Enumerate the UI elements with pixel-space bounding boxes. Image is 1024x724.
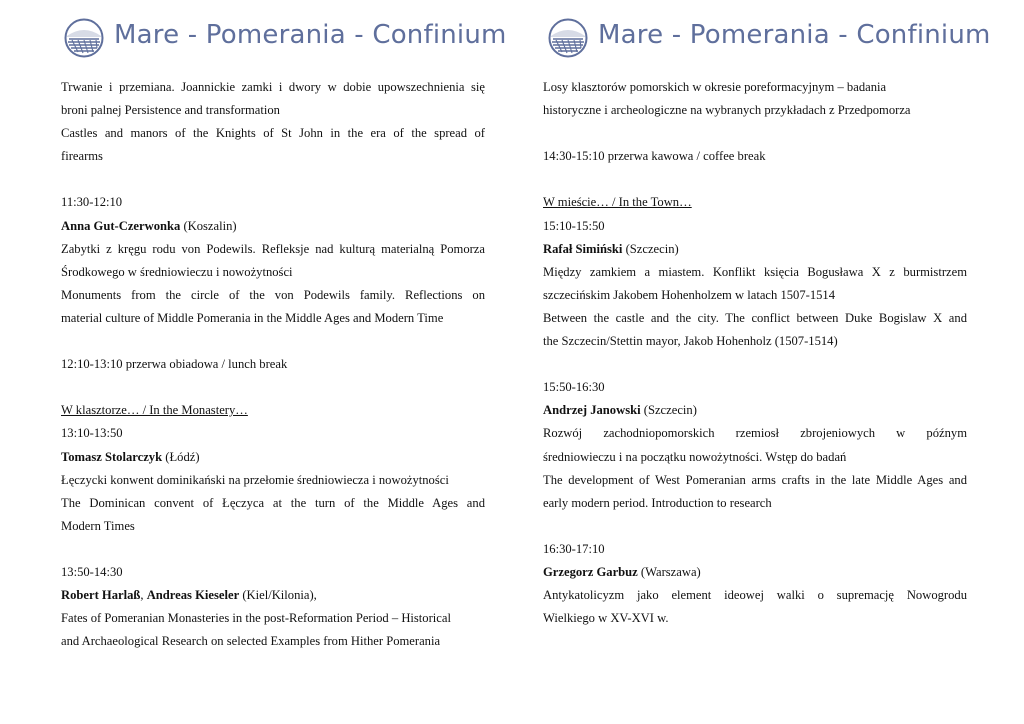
abstract-line: and Archaeological Research on selected Examples from Hither Pomerania bbox=[61, 634, 441, 649]
abstract-line: Losy klasztorów pomorskich w okresie poreformacyjnym – badania bbox=[543, 80, 887, 94]
section-heading-text: W mieście… / In the Town… bbox=[543, 195, 692, 210]
header-title: Mare - Pomerania - Confinium bbox=[598, 20, 991, 50]
section-heading-text: W klasztorze… / In the Monastery… bbox=[61, 403, 248, 418]
speaker-city: (Szczecin) bbox=[640, 403, 697, 418]
session-time: 16:30-17:10 bbox=[543, 541, 605, 556]
speaker-line bbox=[61, 215, 485, 238]
mare-pomerania-logo-icon bbox=[548, 18, 588, 58]
abstract-line: early modern period. Introduction to research bbox=[543, 495, 772, 510]
right-page bbox=[512, 0, 1024, 724]
abstract-line: Łęczycki konwent dominikański na przełomie średniowiecza i nowożytności bbox=[61, 472, 449, 487]
speaker-city: (Warszawa) bbox=[637, 564, 701, 579]
page-header bbox=[512, 16, 1024, 64]
abstract-line: historyczne i archeologiczne na wybranych przykładach z Przedpomorza bbox=[543, 103, 911, 118]
section-heading bbox=[61, 399, 485, 422]
speaker-line bbox=[543, 238, 967, 261]
speaker-name: Andrzej Janowski bbox=[543, 403, 641, 418]
session-time: 11:30-12:10 bbox=[61, 195, 123, 210]
speaker-separator: , bbox=[140, 588, 147, 603]
abstract-line: Castles and manors of the Knights of St John in the era of the spread of bbox=[61, 126, 485, 141]
speaker-city: (Kiel/Kilonia), bbox=[239, 588, 317, 603]
abstract-line: the Szczecin/Stettin mayor, Jakob Hohenholz (1507-1514) bbox=[543, 334, 838, 349]
abstract-line: Between the castle and the city. The conflict between Duke Bogislaw X and bbox=[543, 310, 967, 325]
abstract-line: Rozwój zachodniopomorskich rzemiosł zbrojeniowych w późnym bbox=[543, 426, 967, 441]
abstract-line: Modern Times bbox=[61, 518, 135, 533]
speaker-line bbox=[543, 561, 967, 584]
session-time: 15:10-15:50 bbox=[543, 218, 605, 233]
abstract-line: Między zamkiem a miastem. Konflikt księcia Bogusława X z burmistrzem bbox=[543, 264, 967, 279]
speaker-name: Robert Harlaß bbox=[61, 588, 141, 603]
session-time: 13:10-13:50 bbox=[61, 426, 123, 441]
abstract-line: The development of West Pomeranian arms crafts in the late Middle Ages and bbox=[543, 472, 967, 487]
page-header bbox=[0, 16, 512, 64]
abstract-line: Trwanie i przemiana. Joannickie zamki i dwory w dobie upowszechnienia się bbox=[61, 80, 485, 94]
header-title: Mare - Pomerania - Confinium bbox=[114, 20, 507, 50]
abstract-line: szczecińskim Jakobem Hohenholzem w latach 1507-1514 bbox=[543, 287, 836, 302]
coffee-break: 14:30-15:10 przerwa kawowa / coffee break bbox=[543, 149, 766, 164]
abstract-line: średniowieczu i na początku nowożytności. Wstęp do badań bbox=[543, 449, 847, 464]
right-content bbox=[543, 76, 967, 630]
speaker-name: Anna Gut-Czerwonka bbox=[61, 218, 181, 233]
session-time: 13:50-14:30 bbox=[61, 564, 123, 579]
abstract-line: broni palnej Persistence and transformation bbox=[61, 103, 280, 118]
abstract-line: firearms bbox=[61, 149, 103, 164]
section-heading bbox=[543, 191, 967, 214]
mare-pomerania-logo-icon bbox=[64, 18, 104, 58]
abstract-line: Fates of Pomeranian Monasteries in the post-Reformation Period – Historical bbox=[61, 611, 451, 626]
speaker-name: Grzegorz Garbuz bbox=[543, 564, 638, 579]
speaker-line bbox=[61, 584, 485, 607]
left-content bbox=[61, 76, 485, 653]
speaker-name: Tomasz Stolarczyk bbox=[61, 449, 163, 464]
speaker-city: (Łódź) bbox=[162, 449, 200, 464]
abstract-line: Środkowego w średniowieczu i nowożytności bbox=[61, 264, 293, 279]
abstract-line: Wielkiego w XV-XVI w. bbox=[543, 611, 669, 626]
abstract-line: Zabytki z kręgu rodu von Podewils. Refleksje nad kulturą materialną Pomorza bbox=[61, 241, 485, 256]
speaker-line bbox=[61, 446, 485, 469]
lunch-break: 12:10-13:10 przerwa obiadowa / lunch break bbox=[61, 357, 288, 372]
speaker-line bbox=[543, 399, 967, 422]
speaker-name: Rafał Simiński bbox=[543, 241, 623, 256]
abstract-line: The Dominican convent of Łęczyca at the turn of the Middle Ages and bbox=[61, 495, 485, 510]
speaker-city: (Szczecin) bbox=[622, 241, 679, 256]
session-time: 15:50-16:30 bbox=[543, 380, 605, 395]
abstract-line: Antykatolicyzm jako element ideowej walki o supremację Nowogrodu bbox=[543, 588, 967, 603]
abstract-line: material culture of Middle Pomerania in the Middle Ages and Modern Time bbox=[61, 310, 444, 325]
abstract-line: Monuments from the circle of the von Podewils family. Reflections on bbox=[61, 287, 485, 302]
speaker-city: (Koszalin) bbox=[180, 218, 237, 233]
speaker-name: Andreas Kieseler bbox=[146, 588, 240, 603]
